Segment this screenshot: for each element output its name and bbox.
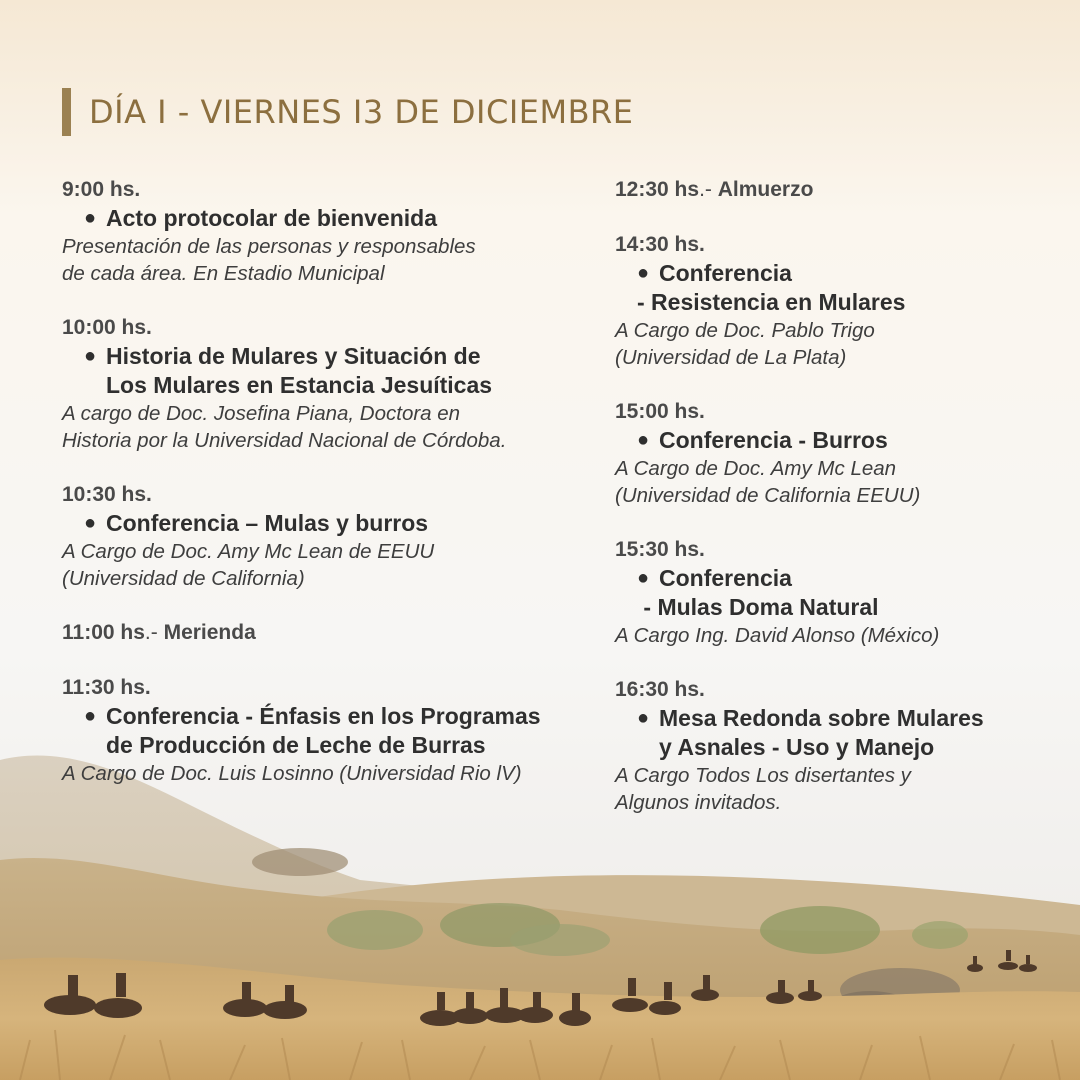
- session-description: A Cargo de Doc. Amy Mc Lean de EEUU: [62, 540, 435, 563]
- session-title: ● Acto protocolar de bienvenida: [84, 205, 437, 231]
- session-description: (Universidad de California EEUU): [615, 484, 921, 507]
- time-label: 11:30 hs.: [62, 676, 151, 699]
- session-description: de cada área. En Estadio Municipal: [62, 262, 385, 285]
- time-label: 9:00 hs.: [62, 178, 141, 201]
- session-description: A Cargo de Doc. Amy Mc Lean: [615, 457, 897, 480]
- title-accent-bar: [62, 88, 71, 136]
- session-description: Presentación de las personas y responsables: [62, 235, 476, 258]
- session-title: ● Historia de Mulares y Situación de Los Mulares en Estancia Jesuíticas: [84, 343, 493, 398]
- session-title: ● Conferencia - Énfasis en los Programas de Producción de Leche de Burras: [84, 703, 541, 758]
- bullet-icon: ●: [637, 429, 650, 451]
- session-title: ● Conferencia: [637, 565, 792, 591]
- session-description: (Universidad de California): [62, 567, 305, 590]
- time-label: 15:00 hs.: [615, 400, 705, 423]
- schedule-item-1100: [62, 619, 602, 647]
- bullet-icon: ●: [84, 345, 97, 367]
- time-label: 10:30 hs.: [62, 483, 152, 506]
- schedule-item-0900: [62, 176, 602, 287]
- break-label: Merienda: [163, 621, 256, 644]
- schedule-item-1630: [615, 676, 1055, 816]
- session-description: Historia por la Universidad Nacional de Córdoba.: [62, 429, 507, 452]
- session-subtitle: - Mulas Doma Natural: [637, 594, 879, 620]
- time-label: 14:30 hs.: [615, 233, 705, 256]
- session-title: ● Conferencia – Mulas y burros: [84, 510, 429, 536]
- schedule-item-1230: [615, 176, 1055, 204]
- bullet-icon: ●: [84, 705, 97, 727]
- session-description: A Cargo Todos Los disertantes y: [615, 764, 911, 787]
- schedule-right-column: [615, 176, 1055, 840]
- session-description: A Cargo de Doc. Pablo Trigo: [615, 319, 875, 342]
- session-title: ● Conferencia - Burros: [637, 427, 888, 453]
- bullet-icon: ●: [637, 567, 650, 589]
- session-title: ● Mesa Redonda sobre Mulares y Asnales - Uso y Manejo: [637, 705, 984, 760]
- schedule-item-1530: [615, 536, 1055, 649]
- schedule-item-1000: [62, 314, 602, 454]
- bullet-icon: ●: [84, 207, 97, 229]
- schedule-item-1430: [615, 231, 1055, 371]
- session-description: Algunos invitados.: [615, 791, 782, 814]
- time-label: 10:00 hs.: [62, 316, 152, 339]
- session-description: A Cargo Ing. David Alonso (México): [615, 624, 940, 647]
- session-description: (Universidad de La Plata): [615, 346, 847, 369]
- bullet-icon: ●: [637, 707, 650, 729]
- time-label: 16:30 hs.: [615, 678, 705, 701]
- session-title: ● Conferencia: [637, 260, 792, 286]
- bullet-icon: ●: [637, 262, 650, 284]
- schedule-item-1130: [62, 674, 602, 787]
- schedule-item-1030: [62, 481, 602, 592]
- time-label: 15:30 hs.: [615, 538, 705, 561]
- page-header: [62, 88, 633, 136]
- session-description: A cargo de Doc. Josefina Piana, Doctora en: [62, 402, 461, 425]
- page-title: DÍA I - VIERNES I3 DE DICIEMBRE: [89, 93, 634, 131]
- bullet-icon: ●: [84, 512, 97, 534]
- time-label: 11:00 hs.- Merienda: [62, 621, 256, 644]
- break-label: Almuerzo: [717, 178, 814, 201]
- time-label: 12:30 hs.- Almuerzo: [615, 178, 814, 201]
- schedule-left-column: [62, 176, 602, 811]
- schedule-item-1500: [615, 398, 1055, 509]
- session-subtitle: - Resistencia en Mulares: [637, 289, 906, 315]
- session-description: A Cargo de Doc. Luis Losinno (Universidad Rio lV): [62, 762, 522, 785]
